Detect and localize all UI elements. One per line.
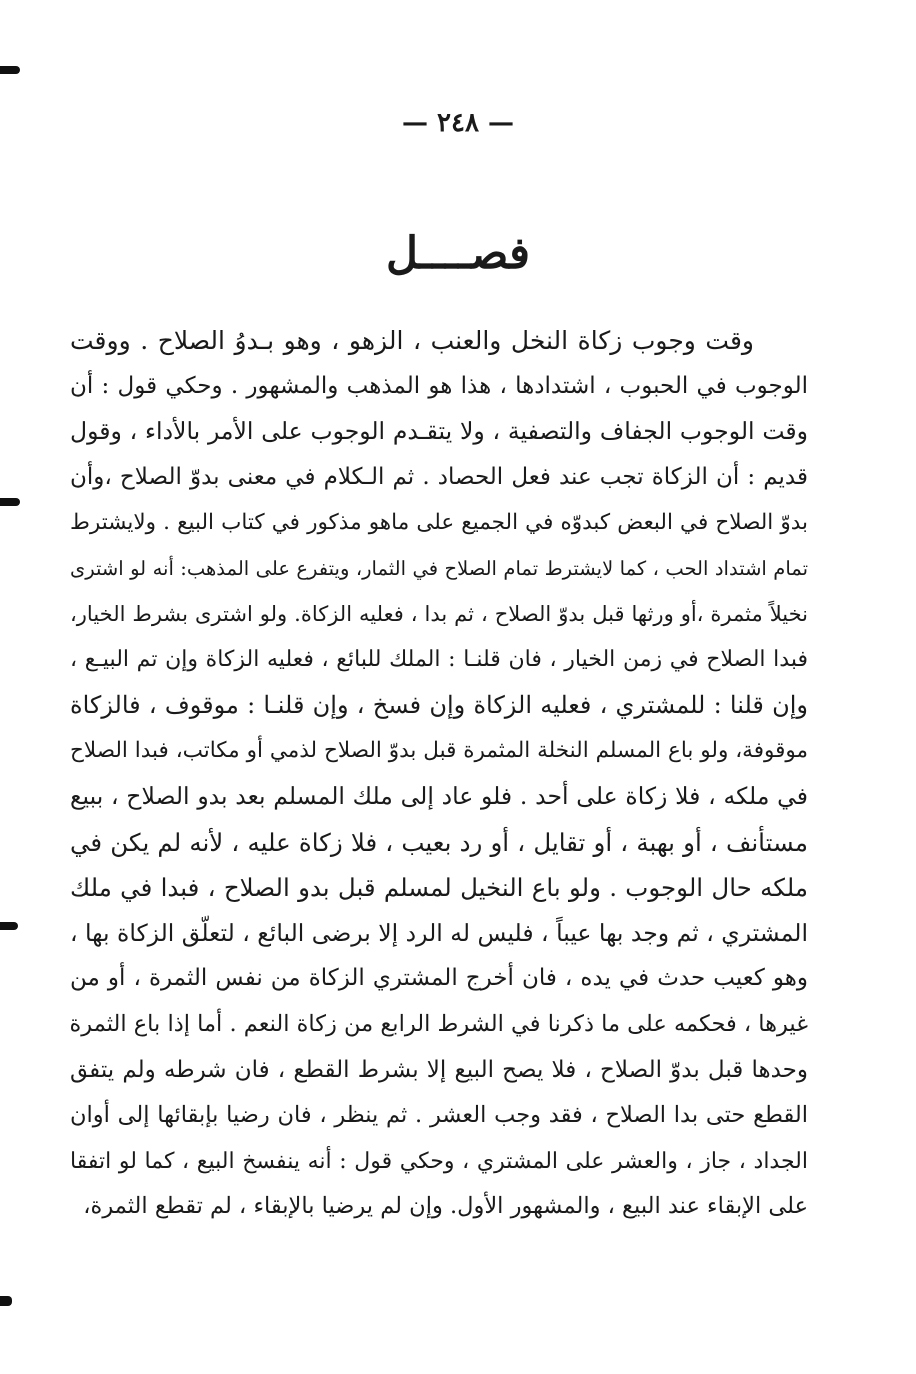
text-line: في ملكه ، فلا زكاة على أحد . فلو عاد إلى ملك المسلم بعد بدو الصلاح ، ببيع — [70, 781, 808, 810]
scan-edge-mark — [0, 922, 18, 930]
scan-edge-mark — [0, 498, 20, 506]
text-line: وهو كعيب حدث في يده ، فان أخرج المشتري الزكاة من نفس الثمرة ، أو من — [70, 965, 808, 992]
text-line: المشتري ، ثم وجد بها عيباً ، فليس له الرد إلا برضى البائع ، لتعلّق الزكاة بها ، — [70, 918, 808, 947]
text-line: فبدا الصلاح في زمن الخيار ، فان قلنـا : الملك للبائع ، فعليه الزكاة وإن تم البيـع ، — [70, 647, 808, 673]
text-line: بدوّ الصلاح في البعض كبدوّه في الجميع على ماهو مذكور في كتاب البيع . ولايشترط — [70, 510, 808, 536]
section-title: فصــــل — [385, 228, 531, 279]
scan-edge-mark — [0, 1296, 12, 1306]
page-number: — ٢٤٨ — — [401, 108, 515, 138]
text-line: قديم : أن الزكاة تجب عند فعل الحصاد . ثم الـكلام في معنى بدوّ الصلاح ،وأن — [70, 463, 808, 490]
text-line: الجداد ، جاز ، والعشر على المشتري ، وحكي قول : أنه ينفسخ البيع ، كما لو اتفقا — [70, 1148, 808, 1174]
text-line: وقت وجوب زكاة النخل والعنب ، الزهو ، وهو بـدوُ الصلاح . ووقت — [70, 326, 754, 355]
text-line: على الإبقاء عند البيع ، والمشهور الأول. وإن لم يرضيا بالإبقاء ، لم تقطع الثمرة، — [83, 1193, 808, 1220]
text-line: القطع حتى بدا الصلاح ، فقد وجب العشر . ثم ينظر ، فان رضيا بإبقائها إلى أوان — [70, 1102, 808, 1129]
text-line: ملكه حال الوجوب . ولو باع النخيل لمسلم قبل بدو الصلاح ، فبدا في ملك — [70, 873, 808, 903]
text-line: تمام اشتداد الحب ، كما لايشترط تمام الصلاح في الثمار، ويتفرع على المذهب: أنه لو اشترى — [70, 556, 808, 580]
text-line: مستأنف ، أو بهبة ، أو تقايل ، أو رد بعيب ، فلا زكاة عليه ، لأنه لم يكن في — [70, 827, 808, 857]
body-text — [70, 318, 808, 1230]
text-line: نخيلاً مثمرة ،أو ورثها قبل بدوّ الصلاح ، ثم بدا ، فعليه الزكاة. ولو اشترى بشرط الخيار، — [70, 601, 808, 626]
scan-edge-mark — [0, 66, 20, 74]
text-line: غيرها ، فحكمه على ما ذكرنا في الشرط الرابع من زكاة النعم . أما إذا باع الثمرة — [70, 1010, 808, 1037]
text-line: وقت الوجوب الجفاف والتصفية ، ولا يتقـدم الوجوب على الأمر بالأداء ، وقول — [70, 417, 808, 446]
text-line: الوجوب في الحبوب ، اشتدادها ، هذا هو المذهب والمشهور . وحكي قول : أن — [70, 372, 808, 399]
text-line: وإن قلنا : للمشتري ، فعليه الزكاة وإن فسخ ، وإن قلنـا : موقوف ، فالزكاة — [70, 690, 808, 719]
text-line: موقوفة، ولو باع المسلم النخلة المثمرة قبل بدوّ الصلاح لذمي أو مكاتب، فبدا الصلاح — [70, 738, 808, 764]
text-line: وحدها قبل بدوّ الصلاح ، فلا يصح البيع إلا بشرط القطع ، فان شرطه ولم يتفق — [70, 1056, 808, 1083]
